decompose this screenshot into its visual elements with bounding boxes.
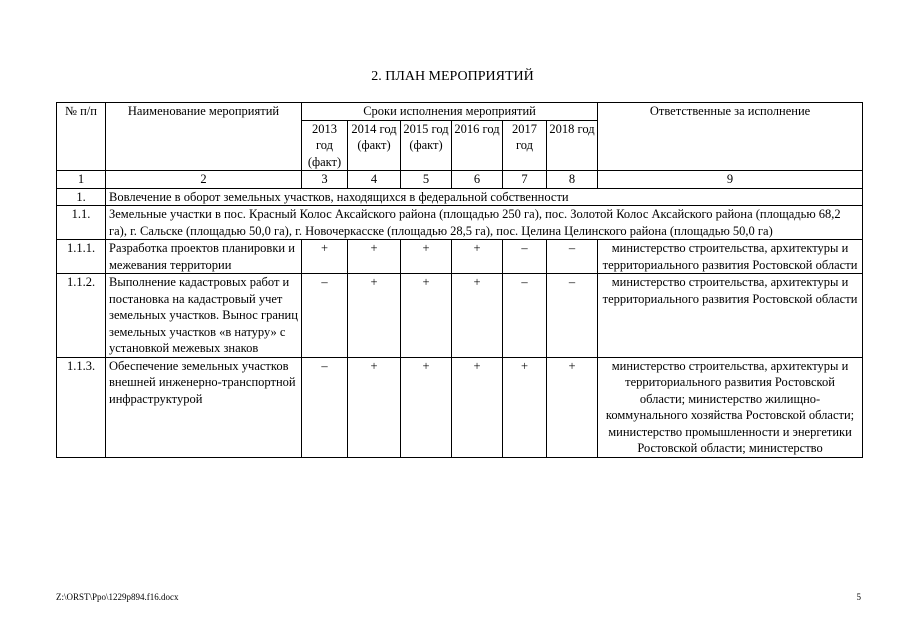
table-row: [57, 357, 863, 457]
row-mark: –: [503, 274, 547, 358]
row-mark: +: [348, 357, 401, 457]
section-row: [57, 206, 863, 240]
column-number: 7: [503, 171, 547, 189]
header-terms: Сроки исполнения мероприятий: [302, 103, 598, 121]
row-name: Обеспечение земельных участков внешней инженерно-транспортной инфраструктурой: [106, 357, 302, 457]
header-year-2014: 2014 год (факт): [348, 120, 401, 171]
column-number: 8: [547, 171, 598, 189]
header-year-2018: 2018 год: [547, 120, 598, 171]
row-responsible: министерство строительства, архитектуры и территориального развития Ростовской области; министерство жилищно-коммунального хозяйства Ростовской области; министерство промышленности и энергетики Ростовской области; министерство: [598, 357, 863, 457]
row-mark: +: [348, 240, 401, 274]
table-row: [57, 274, 863, 358]
row-mark: –: [302, 274, 348, 358]
header-responsible: Ответственные за исполнение: [598, 103, 863, 171]
row-mark: +: [452, 357, 503, 457]
row-num: 1.1.2.: [57, 274, 106, 358]
page-title: 2. ПЛАН МЕРОПРИЯТИЙ: [371, 69, 534, 84]
footer-page-number: 5: [856, 592, 861, 602]
footer-file-path: Z:\ORST\Ppo\1229p894.f16.docx: [56, 592, 179, 602]
header-year-2015: 2015 год (факт): [401, 120, 452, 171]
row-name: Выполнение кадастровых работ и постановка на кадастровый учет земельных участков. Вынос границ земельных участков «в натуру» с установкой межевых знаков: [106, 274, 302, 358]
row-mark: +: [401, 357, 452, 457]
column-number: 9: [598, 171, 863, 189]
column-number: 6: [452, 171, 503, 189]
row-mark: +: [348, 274, 401, 358]
row-mark: +: [503, 357, 547, 457]
row-mark: +: [452, 274, 503, 358]
plan-table: [56, 102, 863, 458]
row-name: Разработка проектов планировки и межевания территории: [106, 240, 302, 274]
column-number: 4: [348, 171, 401, 189]
row-responsible: министерство строительства, архитектуры и территориального развития Ростовской области: [598, 240, 863, 274]
section-num: 1.1.: [57, 206, 106, 240]
header-name: Наименование мероприятий: [106, 103, 302, 171]
column-number-row: [57, 171, 863, 189]
row-mark: +: [302, 240, 348, 274]
column-number: 2: [106, 171, 302, 189]
row-mark: +: [401, 274, 452, 358]
table-row: [57, 240, 863, 274]
section-row: [57, 188, 863, 206]
column-number: 1: [57, 171, 106, 189]
header-row: [57, 103, 863, 121]
row-mark: +: [401, 240, 452, 274]
row-mark: +: [452, 240, 503, 274]
row-mark: –: [547, 274, 598, 358]
row-mark: +: [547, 357, 598, 457]
header-num: № п/п: [57, 103, 106, 171]
header-year-2016: 2016 год: [452, 120, 503, 171]
row-mark: –: [547, 240, 598, 274]
row-num: 1.1.1.: [57, 240, 106, 274]
row-mark: –: [302, 357, 348, 457]
header-year-2013: 2013 год (факт): [302, 120, 348, 171]
row-mark: –: [503, 240, 547, 274]
section-text: Вовлечение в оборот земельных участков, находящихся в федеральной собственности: [106, 188, 863, 206]
section-num: 1.: [57, 188, 106, 206]
column-number: 5: [401, 171, 452, 189]
row-num: 1.1.3.: [57, 357, 106, 457]
header-year-2017: 2017 год: [503, 120, 547, 171]
row-responsible: министерство строительства, архитектуры и территориального развития Ростовской области: [598, 274, 863, 358]
column-number: 3: [302, 171, 348, 189]
section-text: Земельные участки в пос. Красный Колос Аксайского района (площадью 250 га), пос. Золотой Колос Аксайского района (площадью 68,2 га), г. Сальске (площадью 50,0 га), г. Новочеркасске (площадью 28,5 га), пос. Целина Целинского района (площадью 50,0 га): [106, 206, 863, 240]
